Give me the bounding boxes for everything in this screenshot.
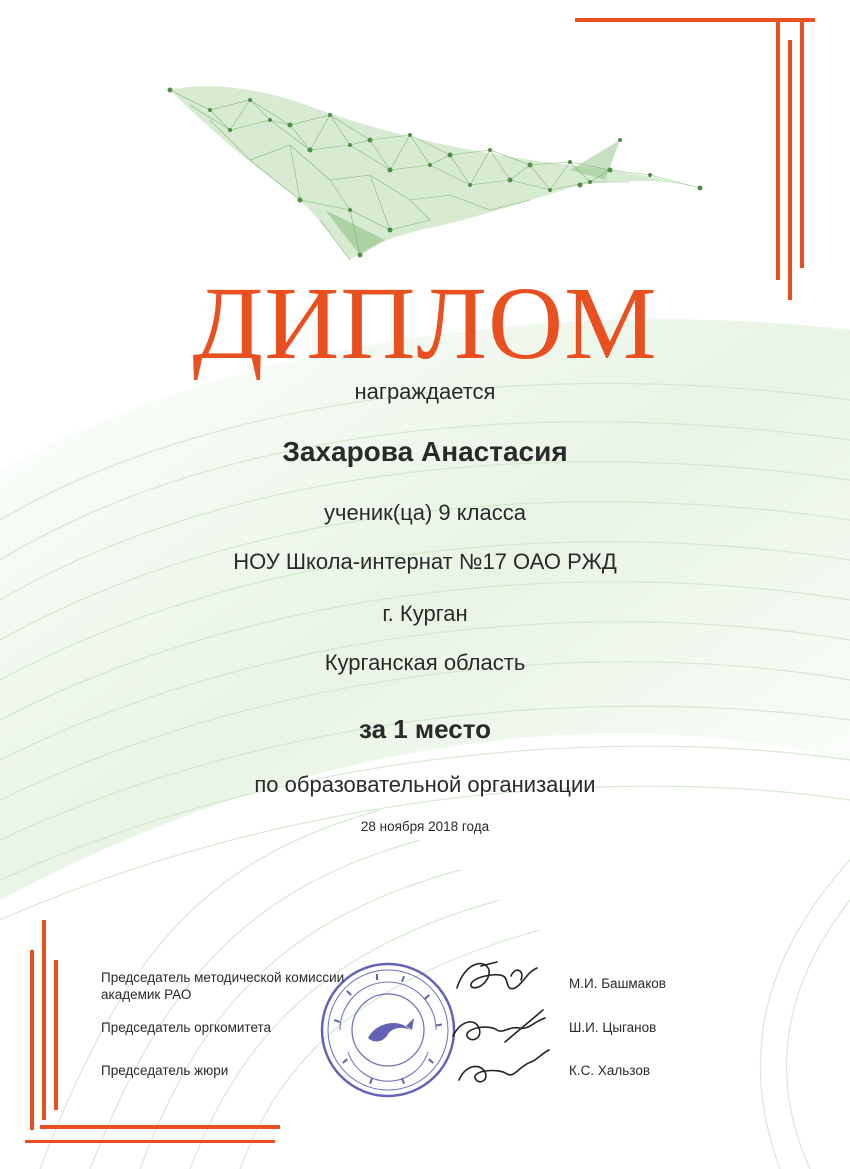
diploma-title: ДИПЛОМ — [192, 266, 658, 381]
achievement: за 1 место — [358, 714, 492, 744]
region: Курганская область — [324, 650, 526, 675]
recipient-name: Захарова Анастасия — [282, 436, 568, 467]
category: по образовательной организации — [254, 772, 596, 797]
signatory-position-3: Председатель жюри — [101, 1063, 229, 1078]
organization-seal — [318, 960, 458, 1100]
signatory-position-1: Председатель методической комиссии — [101, 970, 345, 985]
signatory-position-2: Председатель оргкомитета — [101, 1020, 272, 1035]
grade-line: ученик(ца) 9 класса — [324, 500, 526, 525]
signatory-position-1-line2: академик РАО — [101, 987, 192, 1002]
whale-logo — [150, 70, 710, 265]
awarded-label: награждается — [354, 379, 496, 404]
signatory-name-2: Ш.И. Цыганов — [569, 1020, 657, 1035]
award-date: 28 ноября 2018 года — [360, 819, 490, 834]
signatory-name-3: К.С. Хальзов — [569, 1063, 651, 1078]
school-name: НОУ Школа-интернат №17 ОАО РЖД — [233, 549, 617, 574]
signatory-name-1: М.И. Башмаков — [569, 976, 666, 991]
handwritten-signatures — [445, 948, 565, 1098]
city: г. Курган — [382, 601, 468, 626]
